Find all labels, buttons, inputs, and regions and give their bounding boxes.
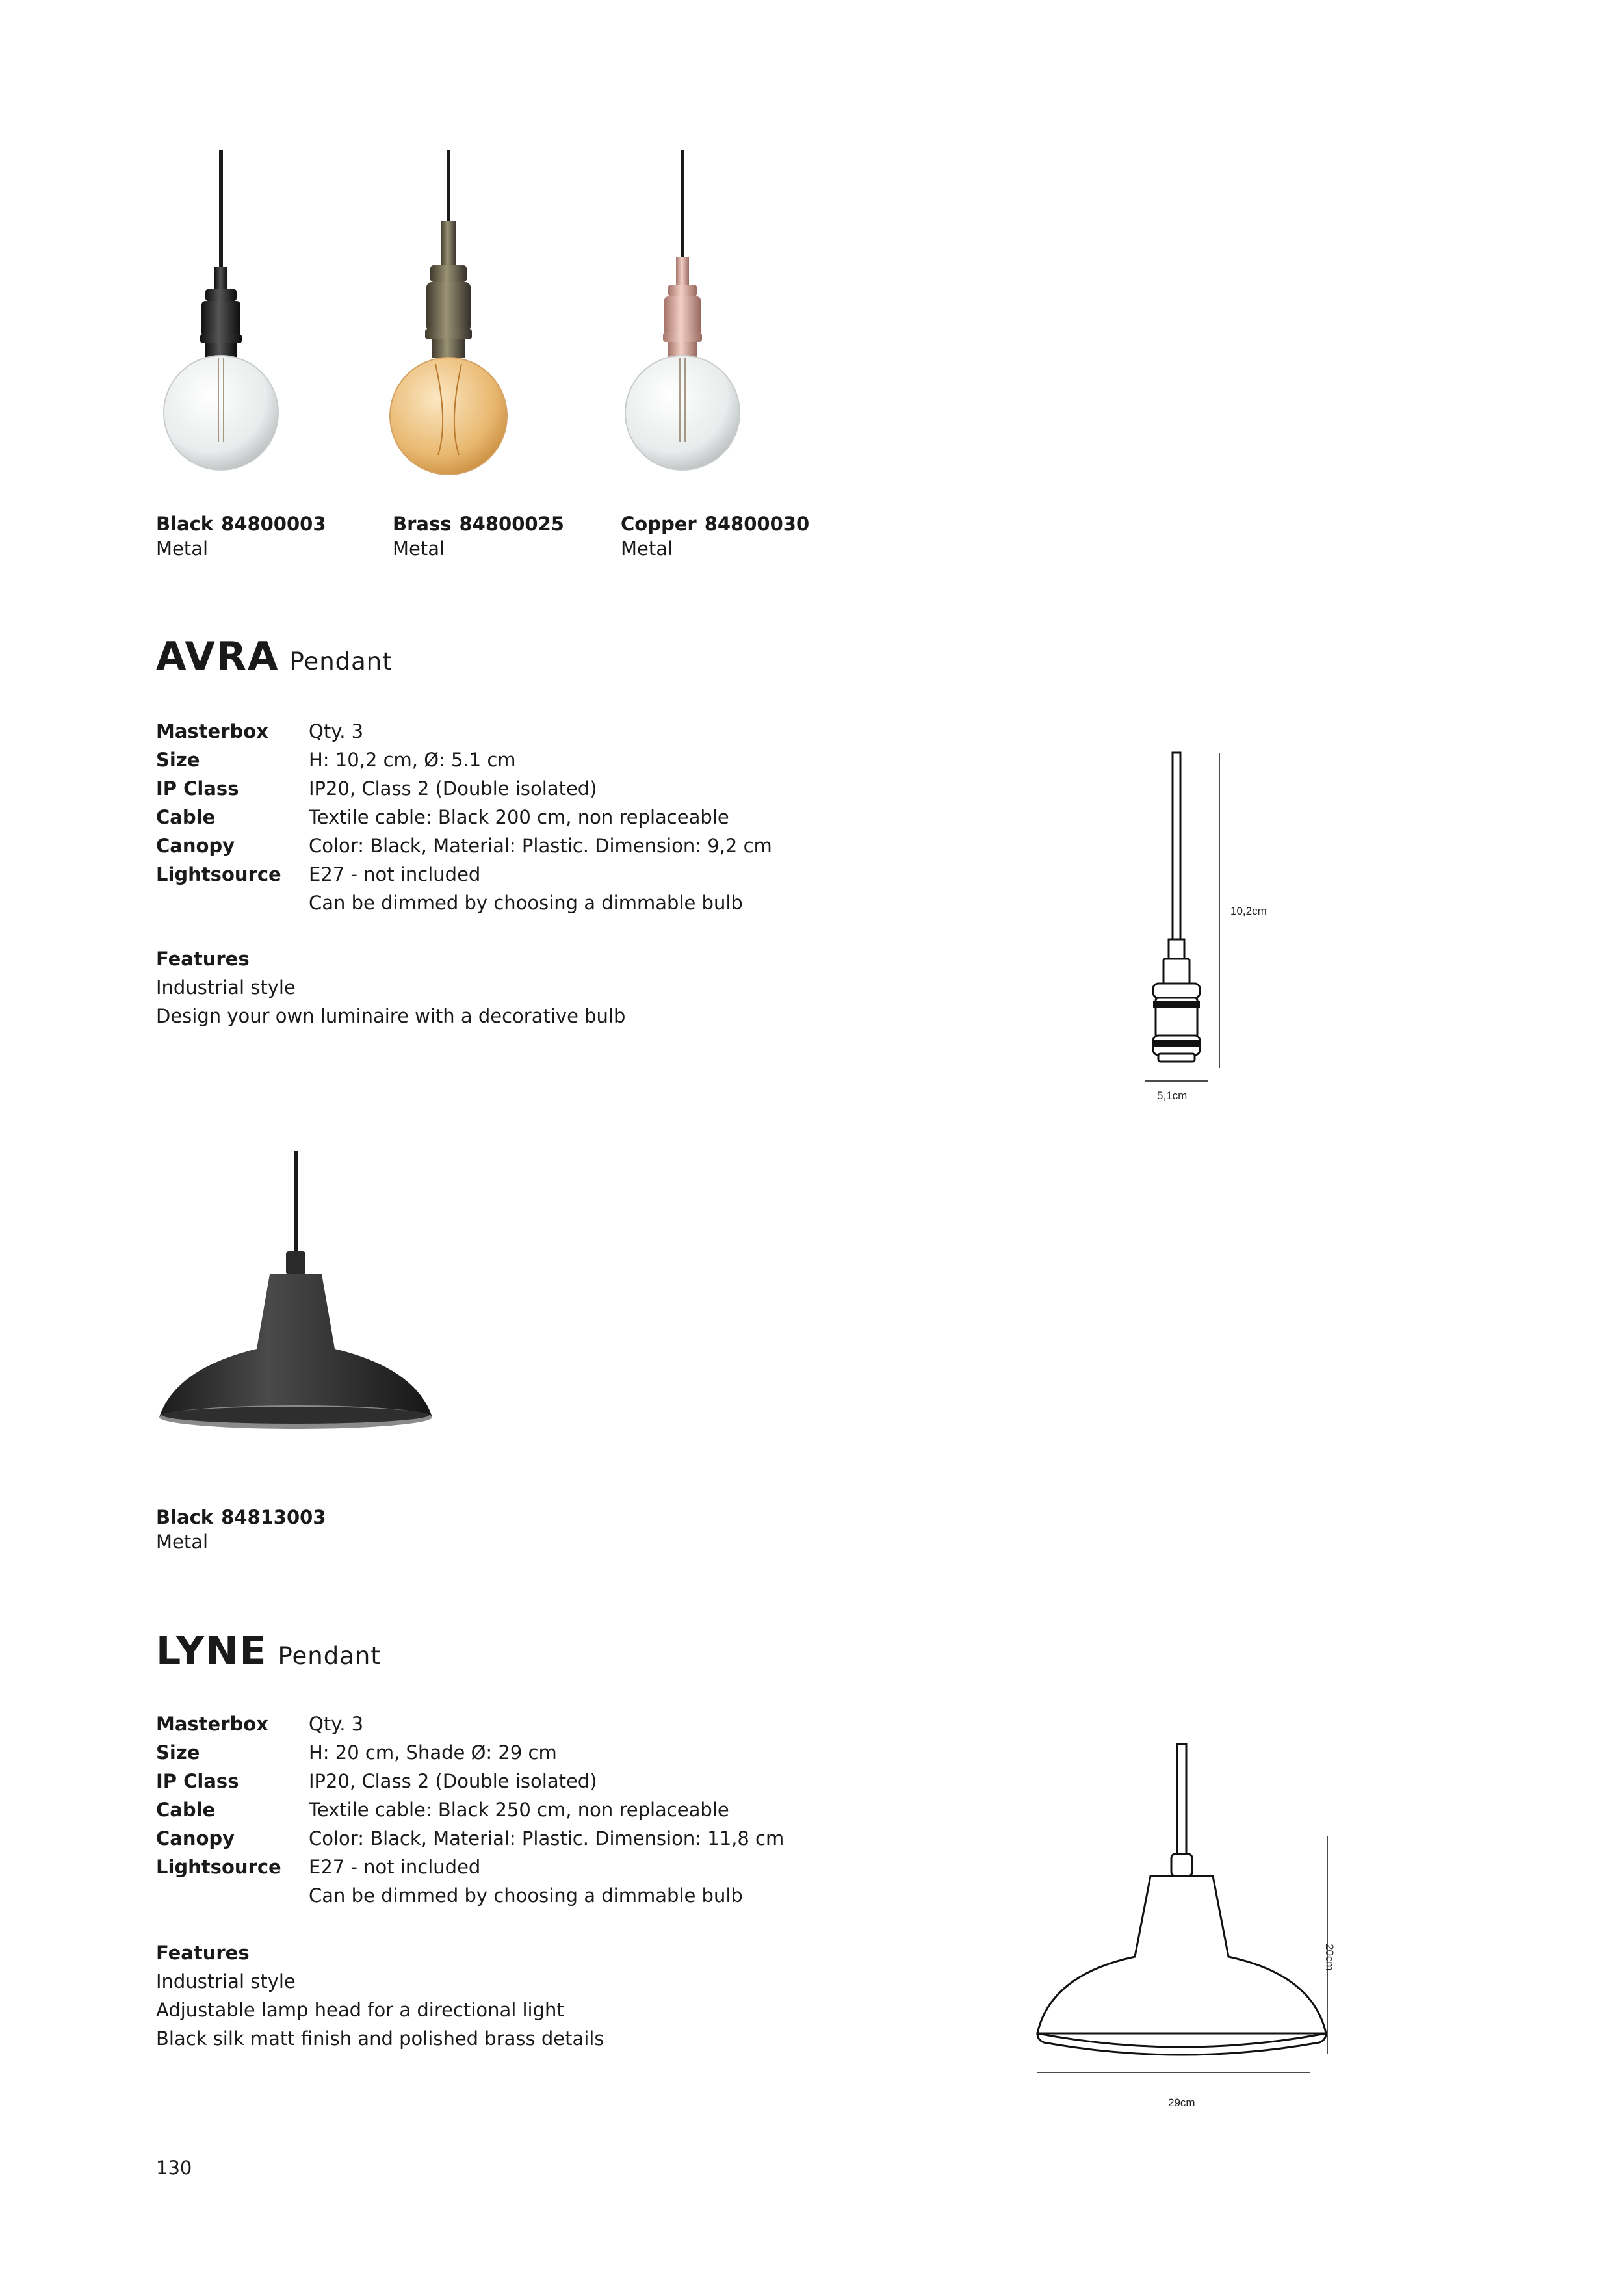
avra-variant-brass: Brass 84800025 Metal: [393, 513, 564, 560]
avra-features: Features Industrial style Design your own luminaire with a decorative bulb: [156, 948, 626, 1027]
avra-black-photo: [156, 150, 286, 488]
lyne-width-label: 29cm: [1168, 2096, 1195, 2109]
avra-dimension-drawing: [1124, 751, 1254, 1089]
lyne-dimension-drawing: [1033, 1742, 1358, 2093]
avra-variant-black: Black 84800003 Metal: [156, 513, 326, 560]
lyne-features: Features Industrial style Adjustable lamp head for a directional light Black silk matt finish and polished brass details: [156, 1942, 604, 2050]
lyne-brand: LYNE: [156, 1628, 268, 1674]
lyne-height-label: 20cm: [1323, 1944, 1336, 1971]
avra-height-label: 10,2cm: [1230, 905, 1267, 917]
page-number: 130: [156, 2157, 192, 2179]
avra-brass-photo: [383, 150, 513, 488]
lyne-variant-black: Black 84813003 Metal: [156, 1506, 326, 1553]
lyne-title: [156, 1628, 381, 1674]
avra-copper-photo: [617, 150, 747, 488]
avra-title: [156, 634, 393, 679]
lyne-type: Pendant: [278, 1642, 381, 1670]
lyne-black-photo: [156, 1151, 435, 1476]
avra-brand: AVRA: [156, 634, 279, 679]
avra-type: Pendant: [289, 647, 393, 675]
avra-width-label: 5,1cm: [1157, 1089, 1188, 1102]
avra-variant-copper: Copper 84800030 Metal: [621, 513, 810, 560]
